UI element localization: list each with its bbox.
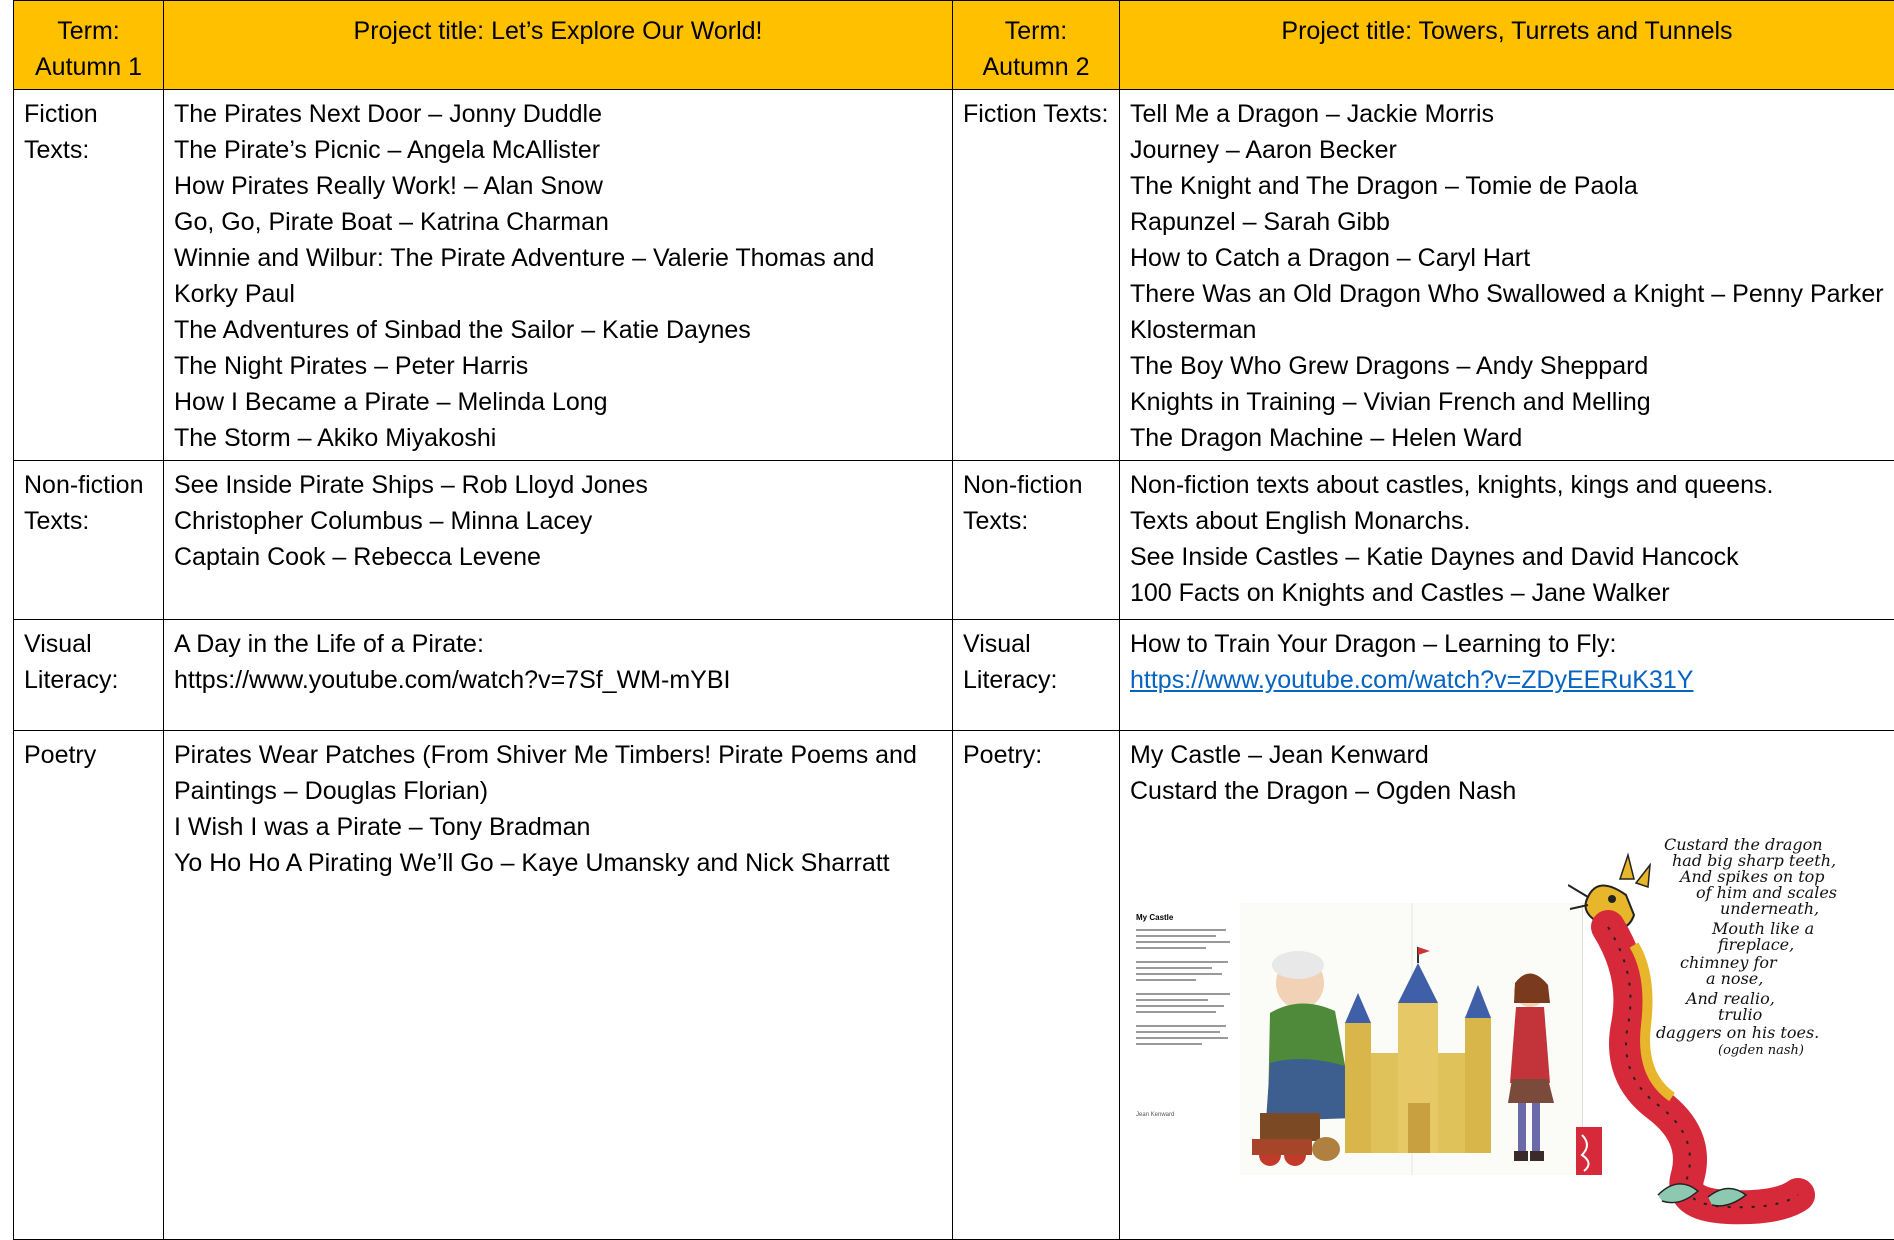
list-item: Go, Go, Pirate Boat – Katrina Charman [174, 204, 942, 240]
curriculum-table [13, 0, 1894, 1240]
list-item: See Inside Castles – Katie Daynes and David Hancock [1130, 539, 1884, 575]
list-item: Journey – Aaron Becker [1130, 132, 1884, 168]
text-list [164, 461, 953, 620]
poem-illustrations [1130, 835, 1884, 1235]
list-item: Tell Me a Dragon – Jackie Morris [1130, 96, 1884, 132]
text-list [1120, 90, 1894, 461]
row-label [14, 461, 164, 620]
list-item: The Night Pirates – Peter Harris [174, 348, 942, 384]
list-item: Yo Ho Ho A Pirating We’ll Go – Kaye Umansky and Nick Sharratt [174, 845, 942, 881]
text-list [1120, 731, 1894, 1240]
list-item: The Pirates Next Door – Jonny Duddle [174, 96, 942, 132]
dragon-poem-line: of him and scales [1696, 885, 1837, 901]
text-list [164, 620, 953, 731]
row-label [953, 461, 1120, 620]
castle-illustration [1130, 903, 1582, 1175]
list-item: Texts about English Monarchs. [1130, 503, 1884, 539]
list-item: The Adventures of Sinbad the Sailor – Katie Daynes [174, 312, 942, 348]
row-label [14, 90, 164, 461]
row-label-text: Non-fiction Texts: [963, 471, 1083, 535]
list-item: A Day in the Life of a Pirate: [174, 626, 942, 662]
header-row [14, 1, 1894, 90]
list-item: I Wish I was a Pirate – Tony Bradman [174, 809, 942, 845]
list-item: Knights in Training – Vivian French and Melling [1130, 384, 1884, 420]
project-title-autumn-1 [164, 1, 953, 90]
row-label [953, 620, 1120, 731]
list-item: See Inside Pirate Ships – Rob Lloyd Jones [174, 467, 942, 503]
text-list [164, 90, 953, 461]
book-poem-author: Jean Kenward [1136, 1111, 1174, 1119]
row-label-text: Fiction Texts: [24, 100, 98, 164]
list-item: How to Catch a Dragon – Caryl Hart [1130, 240, 1884, 276]
row-label [14, 731, 164, 1240]
video-url: https://www.youtube.com/watch?v=7Sf_WM-mYBI [174, 662, 942, 698]
list-item: How to Train Your Dragon – Learning to Fly: [1130, 626, 1884, 662]
list-item: Pirates Wear Patches (From Shiver Me Timbers! Pirate Poems and Paintings – Douglas Florian) [174, 737, 942, 809]
dragon-poem-line: daggers on his toes. [1656, 1025, 1819, 1041]
list-item: The Knight and The Dragon – Tomie de Paola [1130, 168, 1884, 204]
row-label-text: Non-fiction Texts: [24, 471, 144, 535]
row-label-text: Fiction Texts: [963, 100, 1108, 128]
dragon-poem-line: (ogden nash) [1718, 1043, 1804, 1059]
list-item: 100 Facts on Knights and Castles – Jane Walker [1130, 575, 1884, 611]
row-label-text: Poetry: [963, 741, 1042, 769]
dragon-poem-line: Mouth like a [1712, 921, 1814, 937]
text-list [164, 731, 953, 1240]
dragon-poem-line: a nose, [1706, 971, 1763, 987]
row-label [953, 731, 1120, 1240]
list-item: The Pirate’s Picnic – Angela McAllister [174, 132, 942, 168]
term-label: Term: Autumn 1 [35, 17, 142, 81]
poetry-row [14, 731, 1894, 1240]
list-item: Winnie and Wilbur: The Pirate Adventure – Valerie Thomas and Korky Paul [174, 240, 942, 312]
term-autumn-2-header [953, 1, 1120, 90]
custard-dragon-image [1568, 835, 1858, 1225]
book-poem-title: My Castle [1136, 913, 1173, 923]
project-title: Project title: Towers, Turrets and Tunnels [1281, 17, 1732, 45]
project-title-autumn-2 [1120, 1, 1894, 90]
dragon-poem-line: fireplace, [1718, 937, 1794, 953]
list-item: Non-fiction texts about castles, knights, kings and queens. [1130, 467, 1884, 503]
dragon-poem-line: had big sharp teeth, [1672, 853, 1836, 869]
row-label-text: Poetry [24, 741, 96, 769]
list-item: The Storm – Akiko Miyakoshi [174, 420, 942, 456]
row-label [953, 90, 1120, 461]
list-item: Christopher Columbus – Minna Lacey [174, 503, 942, 539]
list-item: How I Became a Pirate – Melinda Long [174, 384, 942, 420]
list-item: Rapunzel – Sarah Gibb [1130, 204, 1884, 240]
text-list [1120, 620, 1894, 731]
list-item: Captain Cook – Rebecca Levene [174, 539, 942, 575]
list-item: My Castle – Jean Kenward [1130, 737, 1884, 773]
row-label [14, 620, 164, 731]
fiction-row [14, 90, 1894, 461]
term-autumn-1-header [14, 1, 164, 90]
visual-literacy-row [14, 620, 1894, 731]
dragon-poem-line: Custard the dragon [1664, 837, 1823, 853]
row-label-text: Visual Literacy: [963, 630, 1057, 694]
my-castle-book-image [1130, 903, 1583, 1175]
dragon-poem-line: And spikes on top [1680, 869, 1825, 885]
term-label: Term: Autumn 2 [982, 17, 1089, 81]
list-item: The Dragon Machine – Helen Ward [1130, 420, 1884, 456]
dragon-poem-line: trulio [1718, 1007, 1762, 1023]
project-title: Project title: Let’s Explore Our World! [354, 17, 763, 45]
list-item: How Pirates Really Work! – Alan Snow [174, 168, 942, 204]
dragon-poem-line: And realio, [1686, 991, 1775, 1007]
list-item: Custard the Dragon – Ogden Nash [1130, 773, 1884, 809]
row-label-text: Visual Literacy: [24, 630, 118, 694]
text-list [1120, 461, 1894, 620]
list-item: There Was an Old Dragon Who Swallowed a Knight – Penny Parker Klosterman [1130, 276, 1884, 348]
non-fiction-row [14, 461, 1894, 620]
dragon-poem-line: underneath, [1720, 901, 1819, 917]
video-link[interactable]: https://www.youtube.com/watch?v=ZDyEERuK31Y [1130, 662, 1884, 698]
dragon-poem-line: chimney for [1680, 955, 1777, 971]
list-item: The Boy Who Grew Dragons – Andy Sheppard [1130, 348, 1884, 384]
